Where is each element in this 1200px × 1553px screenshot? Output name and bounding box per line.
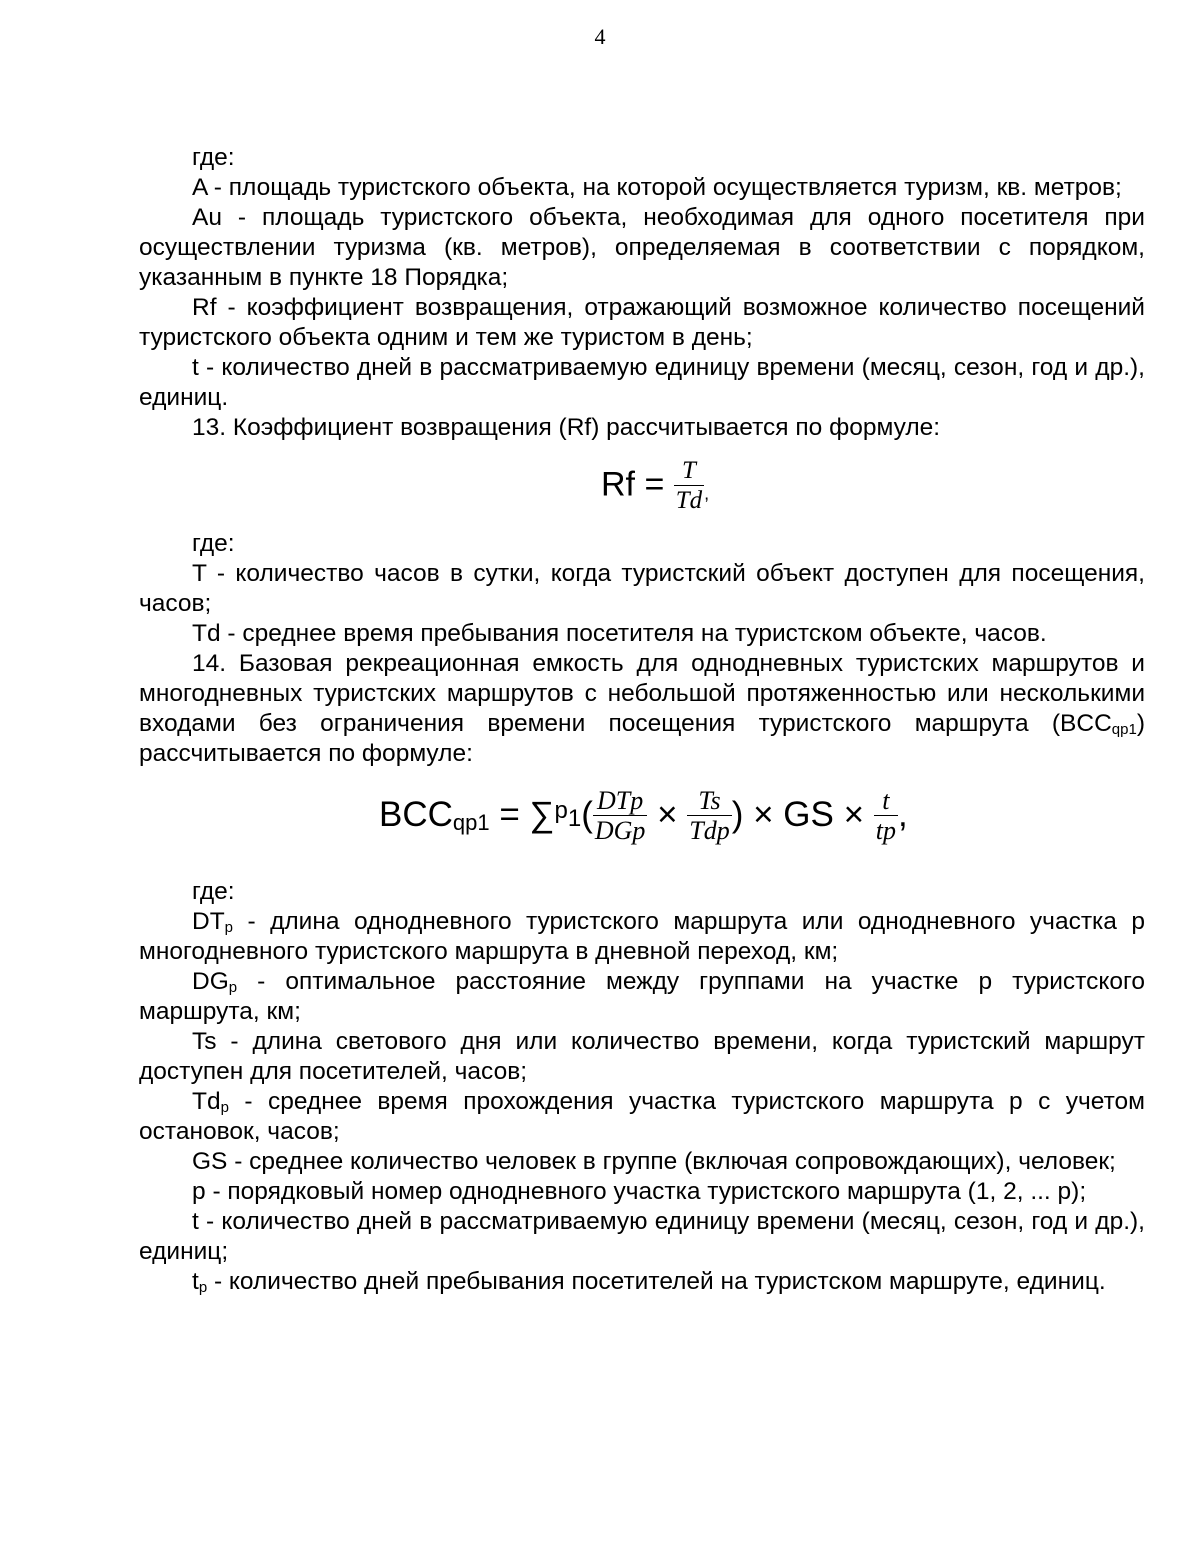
definition: $Td_p$ - среднее время прохождения участка туристского маршрута p с учетом остановок, часов;	[139, 1088, 1145, 1145]
where-label: где:	[192, 878, 235, 905]
definition: Td - среднее время пребывания посетителя на туристском объекте, часов.	[192, 620, 1047, 647]
definition: Ts - длина светового дня или количество времени, когда туристский маршрут доступен для посетителей, часов;	[139, 1028, 1145, 1085]
formula-bcc-lhs: BCC	[379, 794, 453, 834]
definition: Au - площадь туристского объекта, необходимая для одного посетителя при осуществлении туризма (кв. метров), определяемая в соответствии с порядком, указанным в пункте 18 Порядка;	[139, 204, 1145, 291]
definition: A - площадь туристского объекта, на которой осуществляется туризм, кв. метров;	[192, 174, 1122, 201]
formula-rf-numerator: T	[682, 457, 696, 484]
paragraph-14: 14. Базовая рекреационная емкость для однодневных туристских маршрутов и многодневных туристских маршрутов с небольшой протяженностью или несколькими входами без ограничения времени посещения туристского маршрута $(BCC_{qp1})$ рассчитывается по формуле:	[139, 650, 1145, 767]
formula-bcc-fraction-1: $\frac{\text{DTp}}{\text{DGp}}$	[594, 786, 646, 845]
definition: GS - среднее количество человек в группе (включая сопровождающих), человек;	[192, 1148, 1116, 1175]
definition: $t_p$ - количество дней пребывания посетителей на туристском маршруте, единиц.	[192, 1268, 1106, 1296]
definition: p - порядковый номер однодневного участка туристского маршрута (1, 2, ... p);	[192, 1178, 1087, 1205]
definition: T - количество часов в сутки, когда туристский объект доступен для посещения, часов;	[139, 560, 1145, 617]
formula-rf-denominator: Td	[675, 487, 703, 514]
formula-bcc-fraction-2: $\frac{Ts}{\text{Tdp}}$	[689, 786, 730, 845]
formula-rf-lhs: Rf =	[601, 465, 665, 504]
formula-rf-fraction	[674, 457, 704, 516]
definition: $DT_p$ - длина однодневного туристского маршрута или однодневного участка p многодневного туристского маршрута в дневной переход, км;	[139, 908, 1145, 965]
document-body	[139, 143, 1145, 1297]
formula-rf-comma: ,	[704, 483, 710, 504]
definition: $DG_p$ - оптимальное расстояние между группами на участке p туристского маршрута, км;	[139, 968, 1145, 1025]
where-label: где:	[192, 530, 235, 557]
paragraph-13: 13. Коэффициент возвращения (Rf) рассчитывается по формуле:	[192, 414, 941, 441]
definition: t - количество дней в рассматриваемую единицу времени (месяц, сезон, год и др.), единиц;	[139, 1208, 1145, 1265]
formula-bcc-fraction-3: $\frac{t}{tp}$	[875, 786, 897, 845]
formula-rf	[139, 443, 1145, 529]
where-label: где:	[192, 144, 235, 171]
formula-bcc: $BCC_{qp1} = \sum^p1$( $\frac{\text{DTp}}{\text{DGp}}$ × $\frac{Ts}{\text{Tdp}}$ ) × GS × $\frac{t}{tp}$ ,	[379, 786, 908, 845]
definition: Rf - коэффициент возвращения, отражающий возможное количество посещений туристского объекта одним и тем же туристом в день;	[139, 294, 1145, 351]
page-number: 4	[594, 24, 606, 49]
definition: t - количество дней в рассматриваемую единицу времени (месяц, сезон, год и др.), единиц.	[139, 354, 1145, 411]
